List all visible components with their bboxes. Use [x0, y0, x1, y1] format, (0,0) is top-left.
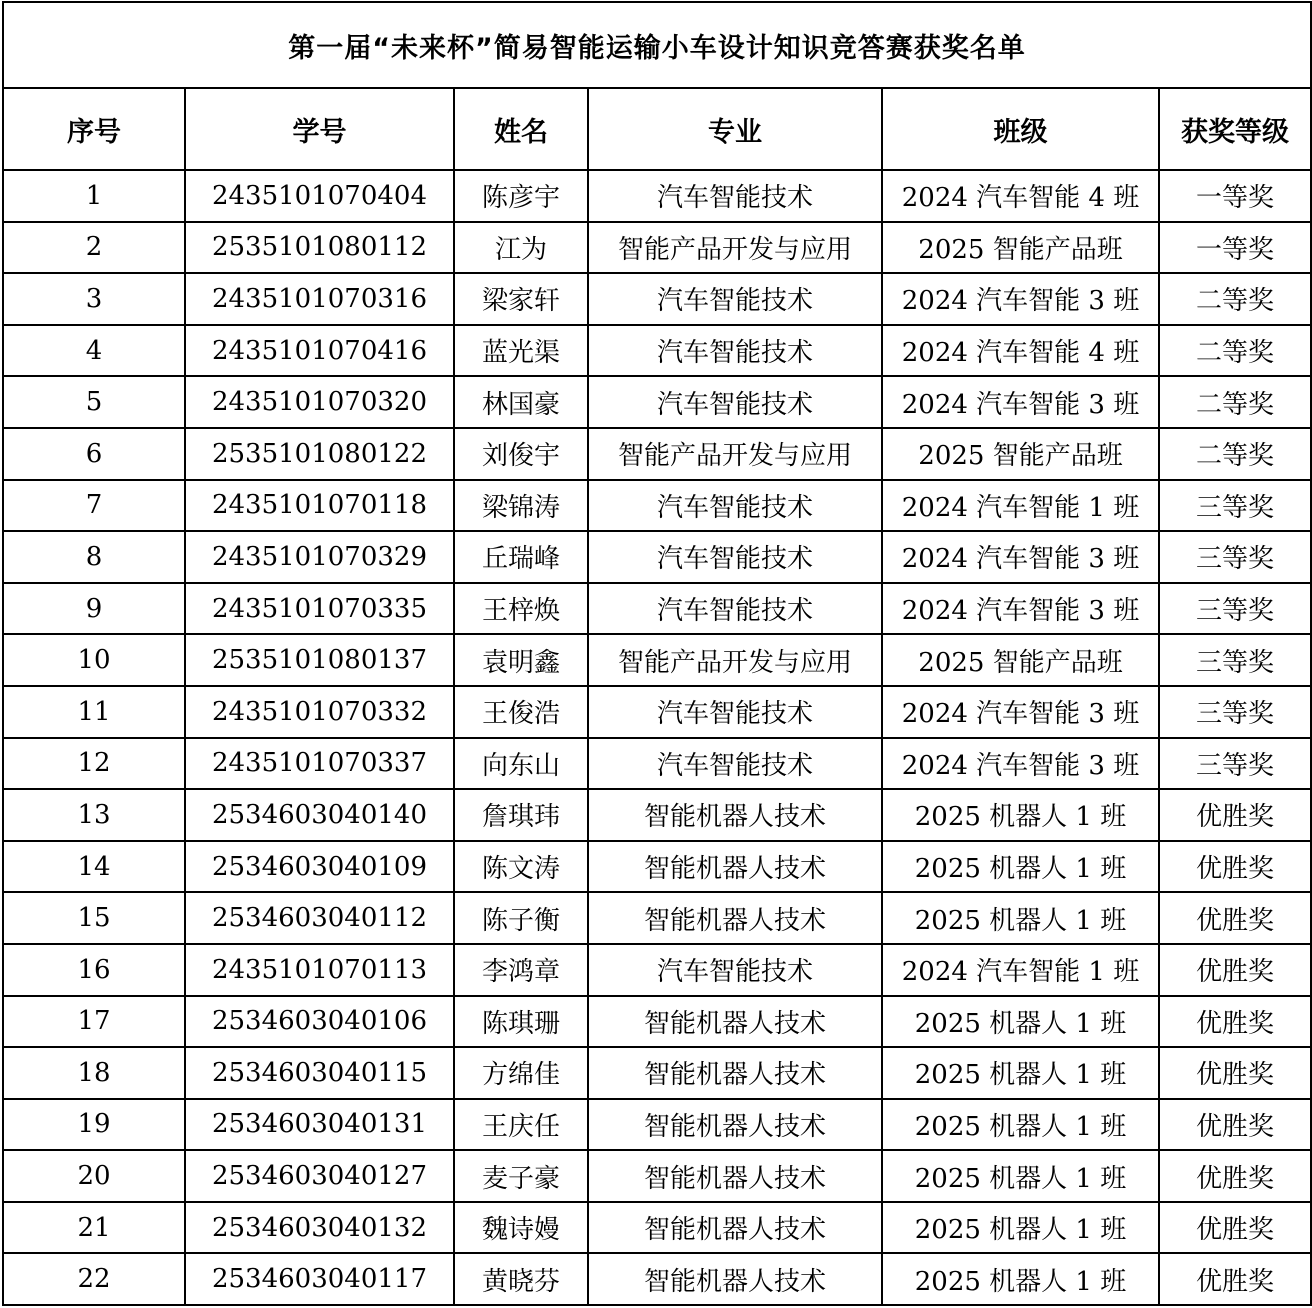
cell-award-level: 一等奖 [1159, 170, 1311, 222]
cell-name: 詹琪玮 [454, 789, 588, 841]
cell-student-id: 2534603040117 [185, 1253, 454, 1305]
table-row [3, 325, 1311, 377]
cell-award-level: 三等奖 [1159, 634, 1311, 686]
header-student-id: 学号 [185, 88, 454, 170]
cell-student-id: 2435101070118 [185, 480, 454, 532]
cell-award-level: 二等奖 [1159, 376, 1311, 428]
cell-serial: 19 [3, 1099, 185, 1151]
cell-class: 2024 汽车智能 3 班 [882, 583, 1159, 635]
header-class: 班级 [882, 88, 1159, 170]
cell-major: 智能机器人技术 [588, 996, 882, 1048]
cell-award-level: 优胜奖 [1159, 996, 1311, 1048]
table-row [3, 944, 1311, 996]
table-row [3, 1150, 1311, 1202]
title-row [3, 2, 1311, 88]
cell-class: 2024 汽车智能 1 班 [882, 944, 1159, 996]
cell-student-id: 2435101070404 [185, 170, 454, 222]
cell-serial: 6 [3, 428, 185, 480]
table-row [3, 428, 1311, 480]
cell-class: 2024 汽车智能 3 班 [882, 273, 1159, 325]
cell-serial: 4 [3, 325, 185, 377]
cell-award-level: 优胜奖 [1159, 1150, 1311, 1202]
cell-award-level: 优胜奖 [1159, 789, 1311, 841]
cell-class: 2025 机器人 1 班 [882, 996, 1159, 1048]
cell-name: 袁明鑫 [454, 634, 588, 686]
cell-student-id: 2534603040140 [185, 789, 454, 841]
cell-student-id: 2534603040132 [185, 1202, 454, 1254]
cell-class: 2025 机器人 1 班 [882, 1150, 1159, 1202]
cell-student-id: 2535101080122 [185, 428, 454, 480]
cell-award-level: 优胜奖 [1159, 1099, 1311, 1151]
cell-serial: 14 [3, 841, 185, 893]
header-major: 专业 [588, 88, 882, 170]
cell-student-id: 2535101080112 [185, 222, 454, 274]
cell-class: 2025 机器人 1 班 [882, 789, 1159, 841]
cell-class: 2025 机器人 1 班 [882, 892, 1159, 944]
cell-award-level: 优胜奖 [1159, 1047, 1311, 1099]
header-row [3, 88, 1311, 170]
cell-name: 丘瑞峰 [454, 531, 588, 583]
cell-class: 2025 机器人 1 班 [882, 841, 1159, 893]
cell-student-id: 2534603040109 [185, 841, 454, 893]
cell-major: 汽车智能技术 [588, 325, 882, 377]
table-row [3, 1253, 1311, 1305]
cell-name: 陈琪珊 [454, 996, 588, 1048]
cell-award-level: 三等奖 [1159, 583, 1311, 635]
cell-student-id: 2435101070320 [185, 376, 454, 428]
cell-major: 智能机器人技术 [588, 1202, 882, 1254]
cell-major: 汽车智能技术 [588, 686, 882, 738]
cell-class: 2025 智能产品班 [882, 222, 1159, 274]
cell-major: 智能机器人技术 [588, 789, 882, 841]
cell-serial: 10 [3, 634, 185, 686]
cell-student-id: 2435101070416 [185, 325, 454, 377]
cell-student-id: 2435101070332 [185, 686, 454, 738]
table-row [3, 273, 1311, 325]
cell-class: 2025 机器人 1 班 [882, 1202, 1159, 1254]
cell-award-level: 优胜奖 [1159, 1202, 1311, 1254]
cell-class: 2024 汽车智能 3 班 [882, 531, 1159, 583]
table-row [3, 480, 1311, 532]
cell-serial: 12 [3, 738, 185, 790]
cell-serial: 13 [3, 789, 185, 841]
cell-class: 2025 智能产品班 [882, 428, 1159, 480]
cell-student-id: 2435101070337 [185, 738, 454, 790]
document-title: 第一届“未来杯”简易智能运输小车设计知识竞答赛获奖名单 [3, 2, 1311, 88]
cell-class: 2024 汽车智能 1 班 [882, 480, 1159, 532]
cell-award-level: 一等奖 [1159, 222, 1311, 274]
cell-class: 2025 机器人 1 班 [882, 1099, 1159, 1151]
cell-serial: 22 [3, 1253, 185, 1305]
table-row [3, 376, 1311, 428]
cell-name: 魏诗嫚 [454, 1202, 588, 1254]
cell-serial: 11 [3, 686, 185, 738]
cell-student-id: 2435101070113 [185, 944, 454, 996]
cell-name: 黄晓芬 [454, 1253, 588, 1305]
cell-student-id: 2534603040112 [185, 892, 454, 944]
cell-major: 汽车智能技术 [588, 583, 882, 635]
header-award-level: 获奖等级 [1159, 88, 1311, 170]
table-row [3, 1202, 1311, 1254]
cell-name: 刘俊宇 [454, 428, 588, 480]
cell-class: 2024 汽车智能 3 班 [882, 686, 1159, 738]
cell-class: 2025 机器人 1 班 [882, 1047, 1159, 1099]
cell-name: 方绵佳 [454, 1047, 588, 1099]
cell-class: 2025 机器人 1 班 [882, 1253, 1159, 1305]
table-row [3, 738, 1311, 790]
cell-major: 智能产品开发与应用 [588, 428, 882, 480]
cell-major: 智能机器人技术 [588, 1150, 882, 1202]
cell-class: 2025 智能产品班 [882, 634, 1159, 686]
cell-class: 2024 汽车智能 4 班 [882, 325, 1159, 377]
cell-award-level: 优胜奖 [1159, 841, 1311, 893]
cell-award-level: 二等奖 [1159, 273, 1311, 325]
cell-major: 汽车智能技术 [588, 944, 882, 996]
cell-serial: 3 [3, 273, 185, 325]
table-row [3, 1099, 1311, 1151]
cell-class: 2024 汽车智能 3 班 [882, 376, 1159, 428]
header-name: 姓名 [454, 88, 588, 170]
cell-award-level: 优胜奖 [1159, 944, 1311, 996]
cell-award-level: 优胜奖 [1159, 1253, 1311, 1305]
cell-major: 智能产品开发与应用 [588, 634, 882, 686]
cell-award-level: 二等奖 [1159, 428, 1311, 480]
table-row [3, 686, 1311, 738]
header-serial: 序号 [3, 88, 185, 170]
cell-major: 汽车智能技术 [588, 170, 882, 222]
cell-class: 2024 汽车智能 4 班 [882, 170, 1159, 222]
cell-student-id: 2435101070316 [185, 273, 454, 325]
cell-award-level: 三等奖 [1159, 531, 1311, 583]
cell-major: 智能机器人技术 [588, 892, 882, 944]
cell-serial: 17 [3, 996, 185, 1048]
cell-student-id: 2435101070335 [185, 583, 454, 635]
cell-student-id: 2534603040115 [185, 1047, 454, 1099]
cell-award-level: 优胜奖 [1159, 892, 1311, 944]
cell-name: 王梓焕 [454, 583, 588, 635]
cell-name: 江为 [454, 222, 588, 274]
cell-name: 梁家轩 [454, 273, 588, 325]
cell-student-id: 2535101080137 [185, 634, 454, 686]
table-row [3, 892, 1311, 944]
award-list-table [2, 1, 1312, 1306]
cell-student-id: 2435101070329 [185, 531, 454, 583]
cell-major: 汽车智能技术 [588, 376, 882, 428]
cell-serial: 16 [3, 944, 185, 996]
cell-major: 智能机器人技术 [588, 1253, 882, 1305]
cell-major: 智能机器人技术 [588, 841, 882, 893]
cell-name: 王俊浩 [454, 686, 588, 738]
cell-major: 智能机器人技术 [588, 1099, 882, 1151]
cell-serial: 7 [3, 480, 185, 532]
cell-class: 2024 汽车智能 3 班 [882, 738, 1159, 790]
table-row [3, 170, 1311, 222]
cell-serial: 8 [3, 531, 185, 583]
cell-serial: 20 [3, 1150, 185, 1202]
cell-name: 陈文涛 [454, 841, 588, 893]
cell-name: 陈彦宇 [454, 170, 588, 222]
table-row [3, 789, 1311, 841]
table-row [3, 222, 1311, 274]
cell-serial: 1 [3, 170, 185, 222]
cell-major: 汽车智能技术 [588, 480, 882, 532]
table-row [3, 1047, 1311, 1099]
cell-name: 麦子豪 [454, 1150, 588, 1202]
cell-serial: 9 [3, 583, 185, 635]
cell-name: 王庆任 [454, 1099, 588, 1151]
cell-serial: 15 [3, 892, 185, 944]
table-row [3, 583, 1311, 635]
cell-serial: 5 [3, 376, 185, 428]
cell-serial: 18 [3, 1047, 185, 1099]
cell-student-id: 2534603040127 [185, 1150, 454, 1202]
table-row [3, 531, 1311, 583]
cell-major: 汽车智能技术 [588, 738, 882, 790]
cell-name: 梁锦涛 [454, 480, 588, 532]
cell-name: 林国豪 [454, 376, 588, 428]
cell-award-level: 三等奖 [1159, 738, 1311, 790]
cell-award-level: 二等奖 [1159, 325, 1311, 377]
cell-serial: 2 [3, 222, 185, 274]
cell-student-id: 2534603040106 [185, 996, 454, 1048]
cell-major: 智能产品开发与应用 [588, 222, 882, 274]
cell-major: 汽车智能技术 [588, 273, 882, 325]
cell-name: 蓝光渠 [454, 325, 588, 377]
cell-award-level: 三等奖 [1159, 686, 1311, 738]
table-row [3, 634, 1311, 686]
table-row [3, 841, 1311, 893]
cell-name: 向东山 [454, 738, 588, 790]
cell-name: 李鸿章 [454, 944, 588, 996]
table-row [3, 996, 1311, 1048]
cell-award-level: 三等奖 [1159, 480, 1311, 532]
cell-major: 汽车智能技术 [588, 531, 882, 583]
cell-name: 陈子衡 [454, 892, 588, 944]
cell-serial: 21 [3, 1202, 185, 1254]
cell-major: 智能机器人技术 [588, 1047, 882, 1099]
cell-student-id: 2534603040131 [185, 1099, 454, 1151]
